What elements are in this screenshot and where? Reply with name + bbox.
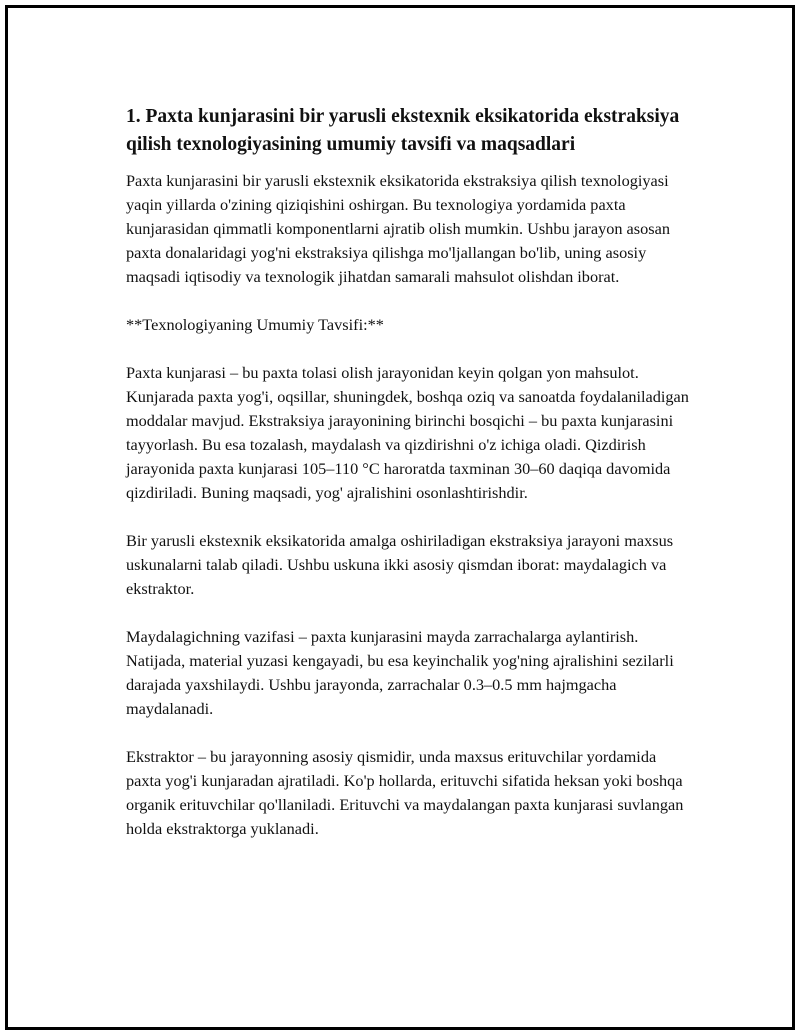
paragraph-intro: Paxta kunjarasini bir yarusli ekstexnik eksikatorida ekstraksiya qilish texnologiyasi yaqin yillarda o'zining qiziqishini oshirgan. Bu texnologiya yordamida paxta kunjarasidan qimmatli komponentlarni ajratib olish mumkin. Ushbu jarayon asosan paxta donalaridagi yog'ni ekstraksiya qilishga mo'ljallangan bo'lib, uning asosiy maqsadi iqtisodiy va texnologik jihatdan samarali mahsulot olishdan iborat. [126,171,670,286]
paragraph-equipment: Bir yarusli ekstexnik eksikatorida amalga oshiriladigan ekstraksiya jarayoni maxsus uskunalarni talab qiladi. Ushbu uskuna ikki asosiy qismdan iborat: maydalagich va ekstraktor. [126,531,674,598]
document-body [126,103,691,865]
section-heading: 1. Paxta kunjarasini bir yarusli ekstexnik eksikatorida ekstraksiya qilish texnologiyasining umumiy tavsifi va maqsadlari [126,106,680,155]
page-frame [5,5,795,1030]
paragraph-subheading: **Texnologiyaning Umumiy Tavsifi:** [126,315,384,334]
paragraph-extractor: Ekstraktor – bu jarayonning asosiy qismidir, unda maxsus erituvchilar yordamida paxta yog'i kunjaradan ajratiladi. Ko'p hollarda, erituvchi sifatida heksan yoki boshqa organik erituvchilar qo'llaniladi. Erituvchi va maydalangan paxta kunjarasi suvlangan holda ekstraktorga yuklanadi. [126,747,684,838]
paragraph-grinder: Maydalagichning vazifasi – paxta kunjarasini mayda zarrachalarga aylantirish. Natijada, material yuzasi kengayadi, bu esa keyinchalik yog'ning ajralishini sezilarli darajada yaxshilaydi. Ushbu jarayonda, zarrachalar 0.3–0.5 mm hajmgacha maydalanadi. [126,627,674,718]
paragraph-kunjara: Paxta kunjarasi – bu paxta tolasi olish jarayonidan keyin qolgan yon mahsulot. Kunjarada paxta yog'i, oqsillar, shuningdek, boshqa oziq va sanoatda foydalaniladigan moddalar mavjud. Ekstraksiya jarayonining birinchi bosqichi – bu paxta kunjarasini tayyorlash. Bu esa tozalash, maydalash va qizdirishni o'z ichiga oladi. Qizdirish jarayonida paxta kunjarasi 105–110 °C haroratda taxminan 30–60 daqiqa davomida qizdiriladi. Buning maqsadi, yog' ajralishini osonlashtirishdir. [126,363,689,502]
